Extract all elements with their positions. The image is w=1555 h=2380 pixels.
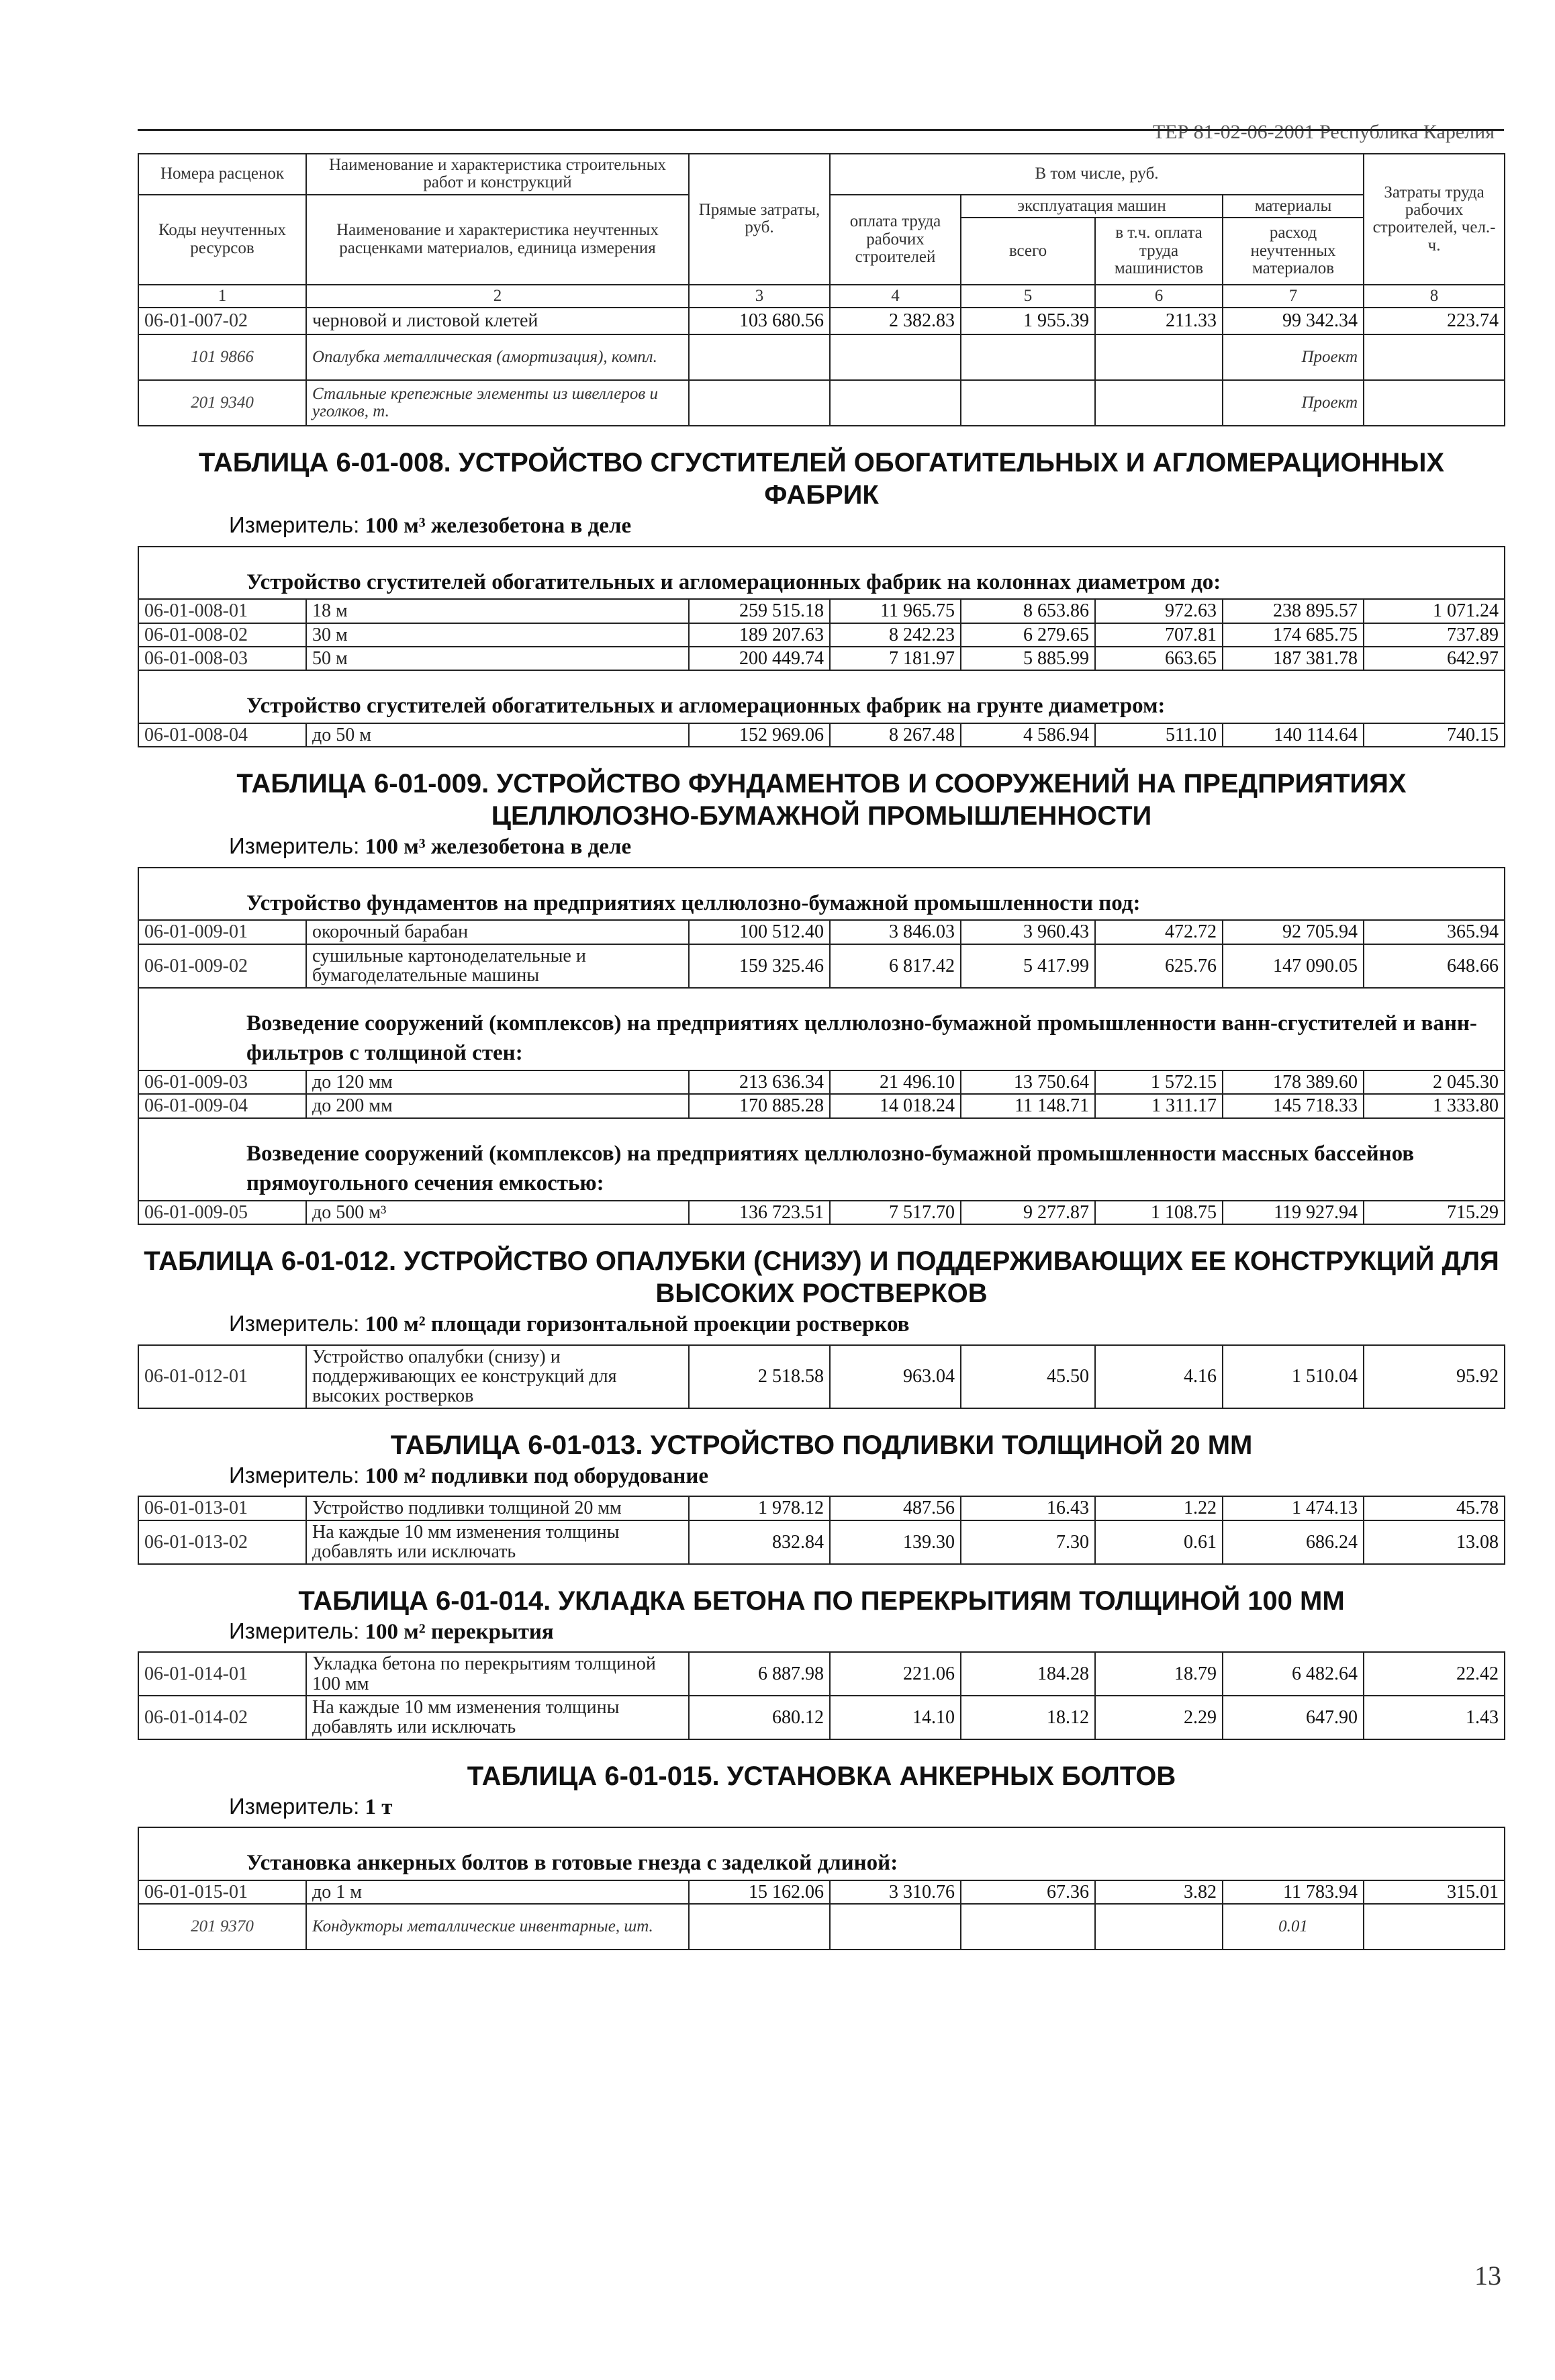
rate-name: до 50 м [306,723,689,747]
measure-value: 100 м² площади горизонтальной проекции ростверков [365,1312,910,1337]
subsection-heading: Возведение сооружений (комплексов) на предприятиях целлюлозно-бумажной промышленности ванн-сгустителей и ванн-фильтров с толщиной стен: [138,988,1505,1070]
materials: 99 342.34 [1223,308,1364,334]
header-vtom: В том числе, руб. [830,154,1364,195]
measure-row [138,514,1505,547]
direct-costs: 832.84 [689,1520,830,1564]
table-row [138,1880,1505,1904]
materials: 140 114.64 [1223,723,1364,747]
subsection-row [138,547,1505,600]
column-number: 6 [1095,285,1223,308]
table-title-row [138,1408,1505,1464]
table-row [138,308,1505,334]
labor-hours: 1 333.80 [1364,1094,1505,1117]
header-vsego: всего [961,218,1095,285]
machinist-pay: 1 311.17 [1095,1094,1223,1117]
rate-name: до 200 мм [306,1094,689,1117]
direct-costs: 213 636.34 [689,1070,830,1094]
materials: 1 510.04 [1223,1345,1364,1408]
labor-hours: 95.92 [1364,1345,1505,1408]
subsection-row [138,868,1505,921]
materials: 145 718.33 [1223,1094,1364,1117]
subsection-heading: Возведение сооружений (комплексов) на предприятиях целлюлозно-бумажной промышленности массных бассейнов прямоугольного сечения емкостью: [138,1118,1505,1201]
resource-row [138,1904,1505,1950]
machine-costs: 16.43 [961,1496,1095,1520]
table-title: ТАБЛИЦА 6-01-013. УСТРОЙСТВО ПОДЛИВКИ ТОЛЩИНОЙ 20 ММ [390,1430,1253,1460]
rate-code: 06-01-009-02 [138,944,306,988]
rate-code: 06-01-014-02 [138,1696,306,1739]
materials: 174 685.75 [1223,623,1364,647]
labor-hours: 315.01 [1364,1880,1505,1904]
labor-pay: 2 382.83 [830,308,961,334]
header-rule [138,129,1504,131]
header-materialy: материалы [1223,195,1364,218]
column-number: 5 [961,285,1095,308]
machine-costs: 184.28 [961,1652,1095,1696]
column-number: 4 [830,285,961,308]
machinist-pay: 972.63 [1095,599,1223,623]
table-header [138,154,1505,308]
column-number: 7 [1223,285,1364,308]
labor-hours: 45.78 [1364,1496,1505,1520]
rate-code: 06-01-009-04 [138,1094,306,1117]
resource-row [138,380,1505,426]
header-vtch: в т.ч. оплата труда машинистов [1095,218,1223,285]
subsection-heading: Устройство фундаментов на предприятиях целлюлозно-бумажной промышленности под: [138,868,1505,921]
measure-row [138,835,1505,868]
machinist-pay: 4.16 [1095,1345,1223,1408]
table-row [138,1345,1505,1408]
subsection-row [138,1827,1505,1880]
rate-name: черновой и листовой клетей [306,308,689,334]
running-header: ТЕР 81-02-06-2001 Республика Карелия [1152,121,1495,143]
table-title-row [138,1739,1505,1795]
labor-hours: 737.89 [1364,623,1505,647]
measure-row [138,1312,1505,1345]
measure-label: Измеритель: [229,512,360,537]
rate-code: 06-01-012-01 [138,1345,306,1408]
machine-costs: 5 417.99 [961,944,1095,988]
resource-row [138,334,1505,380]
materials: 686.24 [1223,1520,1364,1564]
machinist-pay: 472.72 [1095,920,1223,944]
header-ekspl: эксплуатация машин [961,195,1223,218]
labor-pay: 14 018.24 [830,1094,961,1117]
resource-quantity: Проект [1223,334,1364,380]
direct-costs: 159 325.46 [689,944,830,988]
subsection-heading: Устройство сгустителей обогатительных и агломерационных фабрик на колоннах диаметром до: [138,547,1505,600]
table-title-row [138,426,1505,514]
labor-hours: 1.43 [1364,1696,1505,1739]
machinist-pay: 1.22 [1095,1496,1223,1520]
machinist-pay: 663.65 [1095,647,1223,670]
measure-label: Измеритель: [229,1793,360,1819]
machine-costs: 7.30 [961,1520,1095,1564]
table-title-row [138,747,1505,835]
labor-hours: 715.29 [1364,1201,1505,1224]
labor-pay: 3 310.76 [830,1880,961,1904]
machine-costs: 3 960.43 [961,920,1095,944]
measure-value: 100 м³ железобетона в деле [365,514,632,538]
table-title: ТАБЛИЦА 6-01-008. УСТРОЙСТВО СГУСТИТЕЛЕЙ ОБОГАТИТЕЛЬНЫХ И АГЛОМЕРАЦИОННЫХ ФАБРИК [198,448,1445,510]
machine-costs: 18.12 [961,1696,1095,1739]
table-title: ТАБЛИЦА 6-01-015. УСТАНОВКА АНКЕРНЫХ БОЛТОВ [467,1761,1176,1791]
direct-costs: 170 885.28 [689,1094,830,1117]
materials: 92 705.94 [1223,920,1364,944]
machine-costs: 13 750.64 [961,1070,1095,1094]
table-row [138,920,1505,944]
direct-costs: 680.12 [689,1696,830,1739]
labor-hours: 365.94 [1364,920,1505,944]
rate-code: 06-01-009-01 [138,920,306,944]
rate-name: На каждые 10 мм изменения толщины добавлять или исключать [306,1696,689,1739]
resource-code: 201 9370 [138,1904,306,1950]
rate-name: сушильные картоноделательные и бумагоделательные машины [306,944,689,988]
header-naim1: Наименование и характеристика строительных работ и конструкций [306,154,689,195]
direct-costs: 15 162.06 [689,1880,830,1904]
subsection-row [138,988,1505,1070]
page-number: 13 [1474,2260,1501,2291]
machinist-pay: 18.79 [1095,1652,1223,1696]
table-row [138,1696,1505,1739]
rate-name: 50 м [306,647,689,670]
direct-costs: 189 207.63 [689,623,830,647]
table-title-row [138,1224,1505,1312]
rate-code: 06-01-008-01 [138,599,306,623]
materials: 187 381.78 [1223,647,1364,670]
table-row [138,1201,1505,1224]
direct-costs: 6 887.98 [689,1652,830,1696]
materials: 238 895.57 [1223,599,1364,623]
rate-name: 30 м [306,623,689,647]
direct-costs: 100 512.40 [689,920,830,944]
labor-hours: 642.97 [1364,647,1505,670]
direct-costs: 259 515.18 [689,599,830,623]
labor-hours: 13.08 [1364,1520,1505,1564]
materials: 11 783.94 [1223,1880,1364,1904]
direct-costs: 2 518.58 [689,1345,830,1408]
labor-pay: 7 517.70 [830,1201,961,1224]
labor-pay: 21 496.10 [830,1070,961,1094]
resource-quantity: 0.01 [1223,1904,1364,1950]
table-row [138,647,1505,670]
labor-hours: 740.15 [1364,723,1505,747]
labor-pay: 3 846.03 [830,920,961,944]
machine-costs: 11 148.71 [961,1094,1095,1117]
machine-costs: 4 586.94 [961,723,1095,747]
resource-quantity: Проект [1223,380,1364,426]
table-row [138,944,1505,988]
table-title: ТАБЛИЦА 6-01-012. УСТРОЙСТВО ОПАЛУБКИ (СНИЗУ) И ПОДДЕРЖИВАЮЩИХ ЕЕ КОНСТРУКЦИЙ ДЛЯ ВЫСОКИХ РОСТВЕРКОВ [144,1246,1499,1309]
machine-costs: 6 279.65 [961,623,1095,647]
rate-name: окорочный барабан [306,920,689,944]
labor-pay: 11 965.75 [830,599,961,623]
rate-code: 06-01-007-02 [138,308,306,334]
table-row [138,1070,1505,1094]
labor-pay: 8 267.48 [830,723,961,747]
measure-row [138,1464,1505,1497]
resource-name: Стальные крепежные элементы из швеллеров и уголков, т. [306,380,689,426]
rate-code: 06-01-015-01 [138,1880,306,1904]
labor-hours: 648.66 [1364,944,1505,988]
measure-value: 1 т [365,1794,393,1819]
measure-label: Измеритель: [229,833,360,859]
materials: 6 482.64 [1223,1652,1364,1696]
direct-costs: 103 680.56 [689,308,830,334]
measure-value: 100 м² перекрытия [365,1619,554,1644]
machine-costs: 8 653.86 [961,599,1095,623]
direct-costs: 152 969.06 [689,723,830,747]
rate-name: Укладка бетона по перекрытиям толщиной 100 мм [306,1652,689,1696]
rate-code: 06-01-008-02 [138,623,306,647]
table-row [138,599,1505,623]
header-nomera: Номера расценок [138,154,306,195]
table-row [138,623,1505,647]
machinist-pay: 511.10 [1095,723,1223,747]
machine-costs: 9 277.87 [961,1201,1095,1224]
labor-pay: 7 181.97 [830,647,961,670]
measure-value: 100 м² подливки под оборудование [365,1463,709,1488]
resource-name: Кондукторы металлические инвентарные, шт. [306,1904,689,1950]
measure-value: 100 м³ железобетона в деле [365,835,632,860]
subsection-heading: Установка анкерных болтов в готовые гнезда с заделкой длиной: [138,1827,1505,1880]
rate-code: 06-01-009-05 [138,1201,306,1224]
rate-code: 06-01-014-01 [138,1652,306,1696]
column-number: 2 [306,285,689,308]
direct-costs: 200 449.74 [689,647,830,670]
column-number: 1 [138,285,306,308]
machine-costs: 1 955.39 [961,308,1095,334]
header-naim2: Наименование и характеристика неучтенных расценками материалов, единица измерения [306,195,689,285]
labor-pay: 487.56 [830,1496,961,1520]
direct-costs: 136 723.51 [689,1201,830,1224]
machine-costs: 45.50 [961,1345,1095,1408]
table-title-row [138,1564,1505,1620]
rate-name: Устройство опалубки (снизу) и поддерживающих ее конструкций для высоких ростверков [306,1345,689,1408]
machinist-pay: 1 108.75 [1095,1201,1223,1224]
machinist-pay: 3.82 [1095,1880,1223,1904]
machinist-pay: 211.33 [1095,308,1223,334]
table-row [138,1652,1505,1696]
materials: 1 474.13 [1223,1496,1364,1520]
labor-hours: 223.74 [1364,308,1505,334]
labor-pay: 221.06 [830,1652,961,1696]
machinist-pay: 625.76 [1095,944,1223,988]
resource-code: 101 9866 [138,334,306,380]
materials: 647.90 [1223,1696,1364,1739]
rate-code: 06-01-008-03 [138,647,306,670]
column-number: 3 [689,285,830,308]
rate-name: 18 м [306,599,689,623]
rate-name: На каждые 10 мм изменения толщины добавлять или исключать [306,1520,689,1564]
table-row [138,1496,1505,1520]
resource-name: Опалубка металлическая (амортизация), компл. [306,334,689,380]
labor-hours: 2 045.30 [1364,1070,1505,1094]
machinist-pay: 0.61 [1095,1520,1223,1564]
labor-hours: 1 071.24 [1364,599,1505,623]
rates-table [138,153,1505,1950]
table-title: ТАБЛИЦА 6-01-009. УСТРОЙСТВО ФУНДАМЕНТОВ И СООРУЖЕНИЙ НА ПРЕДПРИЯТИЯХ ЦЕЛЛЮЛОЗНО-БУМАЖНОЙ ПРОМЫШЛЕННОСТИ [236,769,1407,831]
rate-name: до 500 м³ [306,1201,689,1224]
measure-label: Измеритель: [229,1462,360,1488]
measure-label: Измеритель: [229,1618,360,1643]
measure-row [138,1795,1505,1828]
rate-name: до 1 м [306,1880,689,1904]
header-oplata: оплата труда рабочих строителей [830,195,961,285]
materials: 178 389.60 [1223,1070,1364,1094]
labor-pay: 963.04 [830,1345,961,1408]
rate-name: до 120 мм [306,1070,689,1094]
rates-document [138,153,1504,1950]
materials: 119 927.94 [1223,1201,1364,1224]
subsection-row [138,670,1505,723]
table-row [138,1094,1505,1117]
machinist-pay: 2.29 [1095,1696,1223,1739]
rate-code: 06-01-009-03 [138,1070,306,1094]
labor-pay: 139.30 [830,1520,961,1564]
direct-costs: 1 978.12 [689,1496,830,1520]
labor-hours: 22.42 [1364,1652,1505,1696]
rate-code: 06-01-013-01 [138,1496,306,1520]
table-row [138,1520,1505,1564]
resource-code: 201 9340 [138,380,306,426]
header-koddy: Коды неучтенных ресурсов [138,195,306,285]
table-row [138,723,1505,747]
header-zatraty: Затраты труда рабочих строителей, чел.-ч. [1364,154,1505,285]
materials: 147 090.05 [1223,944,1364,988]
machinist-pay: 707.81 [1095,623,1223,647]
subsection-heading: Устройство сгустителей обогатительных и агломерационных фабрик на грунте диаметром: [138,670,1505,723]
labor-pay: 14.10 [830,1696,961,1739]
measure-label: Измеритель: [229,1311,360,1336]
rate-code: 06-01-008-04 [138,723,306,747]
table-title: ТАБЛИЦА 6-01-014. УКЛАДКА БЕТОНА ПО ПЕРЕКРЫТИЯМ ТОЛЩИНОЙ 100 ММ [298,1586,1345,1616]
measure-row [138,1620,1505,1653]
labor-pay: 8 242.23 [830,623,961,647]
header-pryamye: Прямые затраты, руб. [689,154,830,285]
machinist-pay: 1 572.15 [1095,1070,1223,1094]
subsection-row [138,1118,1505,1201]
rate-code: 06-01-013-02 [138,1520,306,1564]
machine-costs: 67.36 [961,1880,1095,1904]
column-number: 8 [1364,285,1505,308]
machine-costs: 5 885.99 [961,647,1095,670]
header-rashod: расход неучтенных материалов [1223,218,1364,285]
rate-name: Устройство подливки толщиной 20 мм [306,1496,689,1520]
labor-pay: 6 817.42 [830,944,961,988]
